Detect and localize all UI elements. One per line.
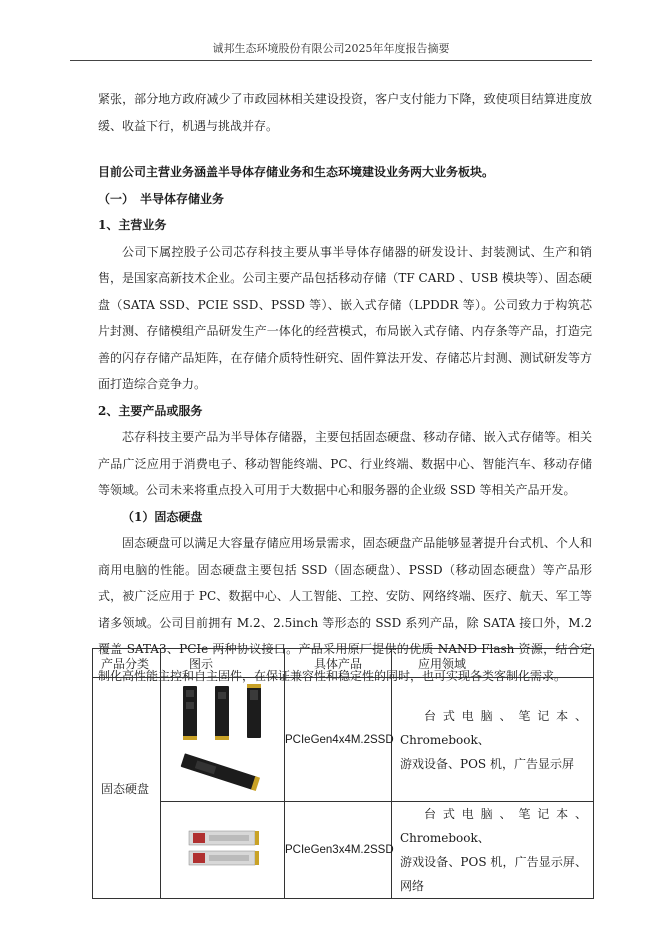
paragraph-continuation: 紧张，部分地方政府减少了市政园林相关建设投资，客户支付能力下降，致使项目结算进度放缓、收益下行，机遇与挑战并存。 (98, 92, 592, 133)
paragraph-products: 芯存科技主要产品为半导体存储器，主要包括固态硬盘、移动存储、嵌入式存储等。相关产品广泛应用于消费电子、移动智能终端、PC、行业终端、数据中心、智能汽车、移动存储等领域。公司未来将重点投入可用于大数据中心和服务器的企业级 SSD 等相关产品开发。 (98, 430, 592, 497)
ssd-gen4-image (161, 678, 285, 802)
ssd-gen3-photo (183, 827, 263, 871)
application-gen3 (392, 802, 594, 899)
section-heading-semiconductor: （一） 半导体存储业务 (98, 191, 225, 206)
ssd-stick-angled (180, 753, 259, 791)
header-application: 应用领域 (392, 649, 594, 678)
application-gen3-line2: 游戏设备、POS 机，广告显示屏、网络 (400, 855, 587, 893)
subheading-ssd: （1）固态硬盘 (122, 509, 203, 524)
subheading-products: 2、主要产品或服务 (98, 403, 203, 418)
subheading-main-business: 1、主营业务 (98, 218, 167, 232)
ssd-gen3-stick-bottom (189, 851, 259, 865)
header-image: 图示 (161, 649, 285, 678)
business-summary-heading: 目前公司主营业务涵盖半导体存储业务和生态环境建设业务两大业务板块。 (98, 165, 495, 179)
application-gen4 (392, 678, 594, 802)
application-gen4-line2: 游戏设备、POS 机，广告显示屏 (400, 756, 574, 771)
ssd-stick-2 (215, 686, 229, 740)
table-row (93, 678, 594, 802)
ssd-gen4-photo (173, 680, 273, 796)
header-category: 产品分类 (93, 649, 161, 678)
paragraph-gap (98, 139, 592, 159)
product-name-gen4: PCIeGen4x4M.2SSD (285, 678, 392, 802)
ssd-gen3-image (161, 802, 285, 899)
ssd-gen3-stick-top (189, 831, 259, 845)
report-body (98, 86, 592, 689)
paragraph-ssd: 固态硬盘可以满足大容量存储应用场景需求，固态硬盘产品能够显著提升台式机、个人和商用电脑的性能。固态硬盘主要包括 SSD（固态硬盘）、PSSD（移动固态硬盘）等产品形式，被广泛应用于 PC、数据中心、人工智能、工控、安防、网络终端、医疗、航天、军工等诸多领域。公司目前拥有 M.2、2.5inch 等形态的 SSD 系列产品，除 SATA 接口外，M.2 覆盖 SATA3、PCIe 两种协议接口。产品采用原厂提供的优质 NAND Flash 资源，结合定制化高性能主控和自主固件，在保证兼容性和稳定性的同时，也可实现各类客制化需求。 (98, 536, 592, 683)
ssd-stick-1 (183, 686, 197, 740)
application-gen3-line1: 台式电脑、笔记本、Chromebook、 (400, 807, 587, 845)
product-name-gen3: PCIeGen3x4M.2SSD (285, 802, 392, 899)
header-divider (70, 60, 592, 61)
report-header-title: 诚邦生态环境股份有限公司2025年年度报告摘要 (212, 42, 450, 55)
application-gen4-line1: 台式电脑、笔记本、Chromebook、 (400, 708, 587, 747)
header-product: 具体产品 (285, 649, 392, 678)
product-table (92, 648, 594, 899)
table-header-row (93, 649, 594, 678)
category-cell: 固态硬盘 (93, 678, 161, 899)
table-row (93, 802, 594, 899)
ssd-stick-3 (247, 684, 261, 738)
paragraph-main-business: 公司下属控股子公司芯存科技主要从事半导体存储器的研发设计、封装测试、生产和销售，是国家高新技术企业。公司主要产品包括移动存储（TF CARD 、USB 模块等）、固态硬盘（SATA SSD、PCIE SSD、PSSD 等）、嵌入式存储（LPDDR 等）。公司致力于构筑芯片封测、存储模组产品研发生产一体化的经营模式，布局嵌入式存储、内存条等产品，打造完善的闪存存储产品矩阵，在存储介质特性研究、固件算法开发、存储芯片封测、测试研发等方面打造综合竞争力。 (98, 244, 592, 391)
